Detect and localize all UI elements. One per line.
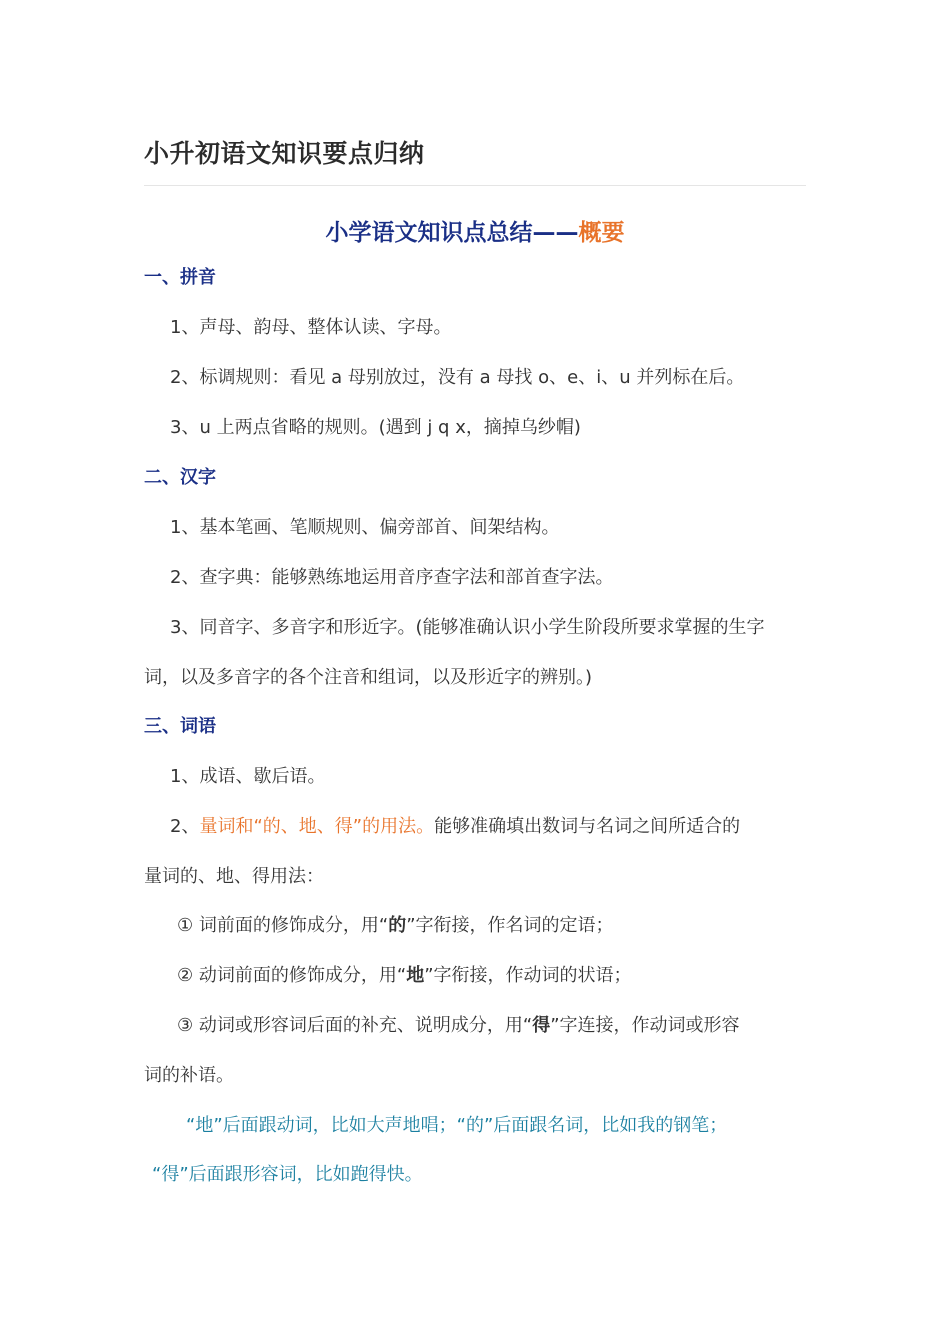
section-ciyu-title: 三、词语 [144,716,216,737]
ciyu-item-2-number: 2、 [170,816,200,837]
de-rule-2-post: ”字衔接，作动词的状语； [424,965,632,986]
hanzi-item-1: 1、基本笔画、笔顺规则、偏旁部首、间架结构。 [170,517,560,538]
de-rule-3-key: 得 [532,1015,551,1036]
hanzi-item-2: 2、查字典：能够熟练地运用音序查字法和部首查字法。 [170,567,614,588]
de-rule-1-post: ”字衔接，作名词的定语； [406,915,614,936]
pinyin-item-1: 1、声母、韵母、整体认读、字母。 [170,317,452,338]
hanzi-item-3: 3、同音字、多音字和形近字。(能够准确认识小学生阶段所要求掌握的生字 [170,617,765,638]
de-rule-3-continued: 词的补语。 [144,1065,234,1086]
ciyu-item-2 [144,814,832,840]
de-rule-3 [144,1013,839,1039]
de-tip-line-1: “地”后面跟动词，比如大声地唱；“的”后面跟名词，比如我的钢笔； [186,1115,728,1136]
document-title: 小升初语文知识要点归纳 [144,139,425,168]
de-rule-2 [144,963,839,989]
de-rule-1-key: 的 [388,915,407,936]
ciyu-item-2-text: 能够准确填出数词与名词之间所适合的 [434,816,741,837]
pinyin-item-3: 3、u 上两点省略的规则。(遇到 j q x，摘掉乌纱帽) [170,417,581,438]
de-rule-3-pre: ③ 动词或形容词后面的补充、说明成分，用“ [177,1015,533,1036]
hanzi-item-3-continued: 词，以及多音字的各个注音和组词，以及形近字的辨别。) [144,667,593,688]
heading-accent: 概要 [578,220,625,246]
ciyu-item-2-highlight: 量词和“的、地、得”的用法。 [199,816,435,837]
pinyin-item-2: 2、标调规则：看见 a 母别放过，没有 a 母找 o、e、i、u 并列标在后。 [170,367,745,388]
title-divider [144,185,806,186]
de-rule-1 [144,913,839,939]
section-pinyin-title: 一、拼音 [144,267,216,288]
de-rule-3-post: ”字连接，作动词或形容 [550,1015,740,1036]
de-rule-2-pre: ② 动词前面的修饰成分，用“ [177,965,407,986]
heading-main: 小学语文知识点总结—— [325,220,579,246]
de-tip-line-2: “得”后面跟形容词，比如跑得快。 [152,1164,423,1185]
ciyu-item-1: 1、成语、歇后语。 [170,766,326,787]
de-rule-2-key: 地 [406,965,425,986]
section-hanzi-title: 二、汉字 [144,467,216,488]
ciyu-item-2-continued: 量词的、地、得用法： [144,866,324,887]
de-rule-1-pre: ① 词前面的修饰成分，用“ [177,915,389,936]
section-heading [144,214,806,247]
